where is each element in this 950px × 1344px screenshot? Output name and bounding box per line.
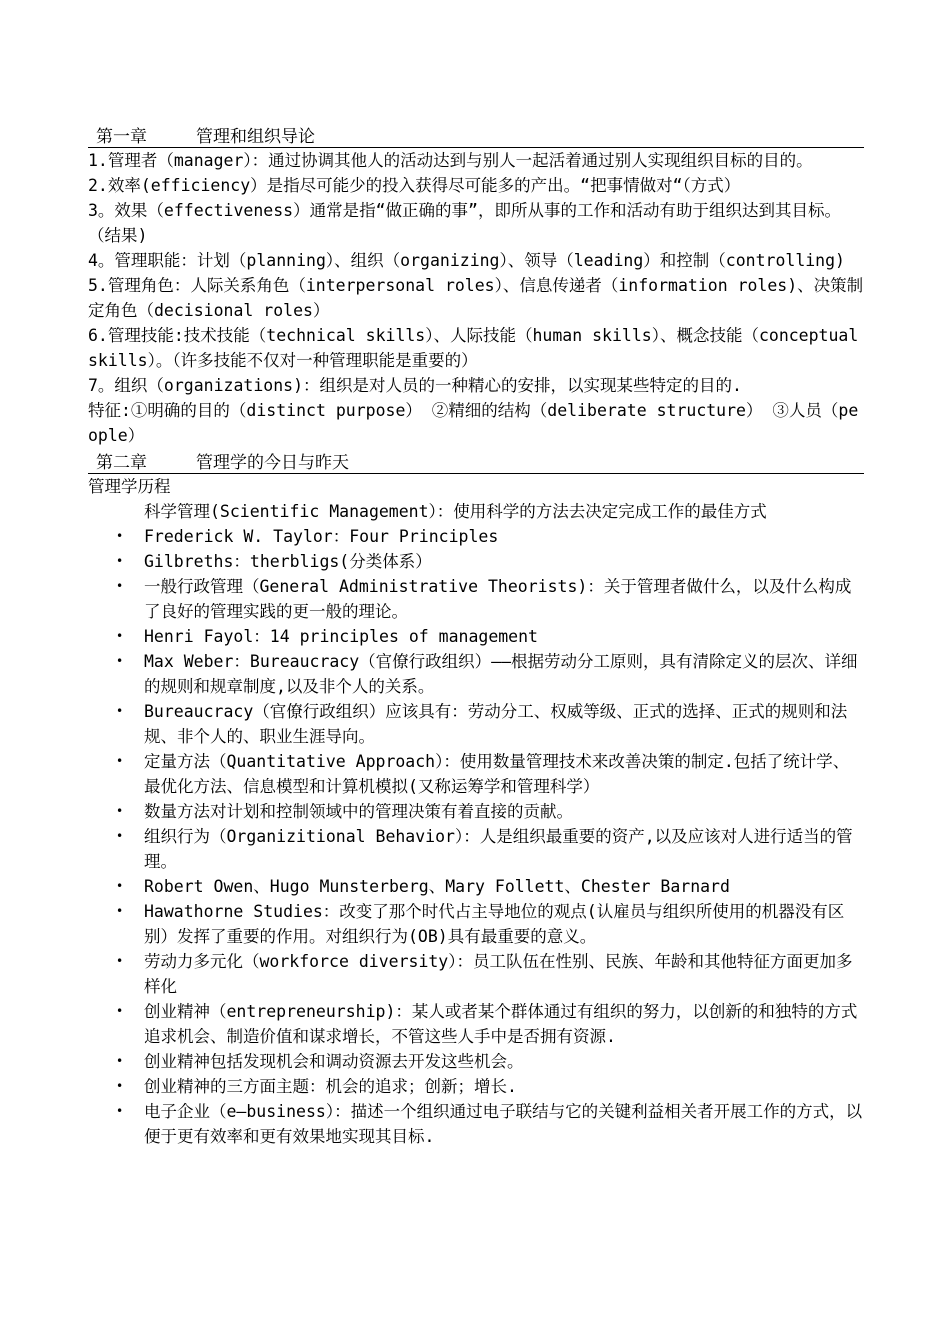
- chapter-2-number: 第二章: [96, 453, 147, 473]
- list-item-text: 数量方法对计划和控制领域中的管理决策有着直接的贡献。: [144, 802, 573, 821]
- bullet-icon: •: [116, 629, 124, 643]
- paragraph: 4。管理职能：计划（planning）、组织（organizing）、领导（leading）和控制（controlling): [88, 251, 845, 270]
- bullet-icon: •: [116, 754, 124, 768]
- bullet-icon: •: [116, 704, 124, 718]
- list-item: [88, 699, 864, 749]
- bullet-icon: •: [116, 954, 124, 968]
- bullet-icon: •: [116, 904, 124, 918]
- paragraph: 特征:①明确的目的（distinct purpose） ②精细的结构（deliberate structure） ③人员（people）: [88, 401, 859, 445]
- list-item: [88, 624, 864, 649]
- list-item: [88, 799, 864, 824]
- bullet-list: [88, 524, 864, 1149]
- section-intro: 科学管理(Scientific Management）：使用科学的方法去决定完成工作的最佳方式: [144, 502, 767, 521]
- list-item: [88, 949, 864, 999]
- list-item: [88, 899, 864, 949]
- list-item-text: 组织行为（Organizitional Behavior）：人是组织最重要的资产,以及应该对人进行适当的管理。: [144, 827, 853, 871]
- list-item-text: 电子企业（e—business）：描述一个组织通过电子联结与它的关键利益相关者开展工作的方式，以便于更有效率和更有效果地实现其目标.: [144, 1102, 863, 1146]
- bullet-icon: •: [116, 804, 124, 818]
- paragraph: 3。效果（effectiveness）通常是指“做正确的事”，即所从事的工作和活动有助于组织达到其目标。（结果): [88, 201, 841, 245]
- list-item: [88, 1099, 864, 1149]
- chapter-2-title: 管理学的今日与昨天: [196, 453, 349, 473]
- bullet-icon: •: [116, 1004, 124, 1018]
- paragraph: 7。组织（organizations)：组织是对人员的一种精心的安排，以实现某些特定的目的.: [88, 376, 742, 395]
- bullet-icon: •: [116, 654, 124, 668]
- list-item: [88, 1074, 864, 1099]
- bullet-icon: •: [116, 1079, 124, 1093]
- list-item: [88, 999, 864, 1049]
- list-item-text: Gilbreths：therbligs(分类体系）: [144, 552, 432, 571]
- list-item-text: Robert Owen、Hugo Munsterberg、Mary Follett、Chester Barnard: [144, 877, 730, 896]
- document-page: [88, 122, 864, 1149]
- list-item: [88, 549, 864, 574]
- paragraph: 1.管理者（manager）：通过协调其他人的活动达到与别人一起活着通过别人实现组织目标的目的。: [88, 151, 813, 170]
- paragraph: 6.管理技能:技术技能（technical skills）、人际技能（human skills）、概念技能（conceptual skills）。（许多技能不仅对一种管理职能是重要的）: [88, 326, 859, 370]
- chapter-1-title: 管理和组织导论: [196, 127, 315, 147]
- list-item: [88, 874, 864, 899]
- chapter-1-heading: [88, 122, 864, 148]
- chapter-2-heading: [88, 448, 864, 474]
- list-item-text: 劳动力多元化（workforce diversity）：员工队伍在性别、民族、年龄和其他特征方面更加多样化: [144, 952, 853, 996]
- list-item-text: Bureaucracy（官僚行政组织）应该具有：劳动分工、权威等级、正式的选择、正式的规则和法规、非个人的、职业生涯导向。: [144, 702, 848, 746]
- bullet-icon: •: [116, 554, 124, 568]
- bullet-icon: •: [116, 879, 124, 893]
- chapter-1-number: 第一章: [96, 127, 147, 147]
- list-item: [88, 574, 864, 624]
- list-item-text: 定量方法（Quantitative Approach）：使用数量管理技术来改善决策的制定.包括了统计学、最优化方法、信息模型和计算机模拟(又称运筹学和管理科学）: [144, 752, 850, 796]
- list-item: [88, 824, 864, 874]
- list-item-text: Max Weber：Bureaucracy（官僚行政组织）——根据劳动分工原则，具有清除定义的层次、详细的规则和规章制度,以及非个人的关系。: [144, 652, 858, 696]
- list-item-text: Hawathorne Studies：改变了那个时代占主导地位的观点(认雇员与组织所使用的机器没有区别）发挥了重要的作用。对组织行为(OB)具有最重要的意义。: [144, 902, 845, 946]
- bullet-icon: •: [116, 529, 124, 543]
- list-item: [88, 649, 864, 699]
- list-item-text: 一般行政管理（General Administrative Theorists)：关于管理者做什么，以及什么构成了良好的管理实践的更一般的理论。: [144, 577, 852, 621]
- list-item: [88, 749, 864, 799]
- bullet-icon: •: [116, 579, 124, 593]
- list-item-text: Frederick W. Taylor：Four Principles: [144, 527, 499, 546]
- paragraph: 2.效率(efficiency）是指尽可能少的投入获得尽可能多的产出。“把事情做对“（方式）: [88, 176, 741, 195]
- chapter-1-body: [88, 148, 864, 448]
- list-item: [88, 524, 864, 549]
- bullet-icon: •: [116, 829, 124, 843]
- list-item-text: 创业精神的三方面主题：机会的追求；创新；增长.: [144, 1077, 517, 1096]
- paragraph: 5.管理角色：人际关系角色（interpersonal roles）、信息传递者（information roles)、决策制定角色（decisional roles）: [88, 276, 864, 320]
- section-subheading: 管理学历程: [88, 477, 171, 496]
- bullet-icon: •: [116, 1054, 124, 1068]
- list-item: [88, 1049, 864, 1074]
- list-item-text: 创业精神包括发现机会和调动资源去开发这些机会。: [144, 1052, 524, 1071]
- bullet-icon: •: [116, 1104, 124, 1118]
- list-item-text: 创业精神（entrepreneurship)：某人或者某个群体通过有组织的努力，以创新的和独特的方式追求机会、制造价值和谋求增长，不管这些人手中是否拥有资源.: [144, 1002, 858, 1046]
- list-item-text: Henri Fayol：14 principles of management: [144, 627, 538, 646]
